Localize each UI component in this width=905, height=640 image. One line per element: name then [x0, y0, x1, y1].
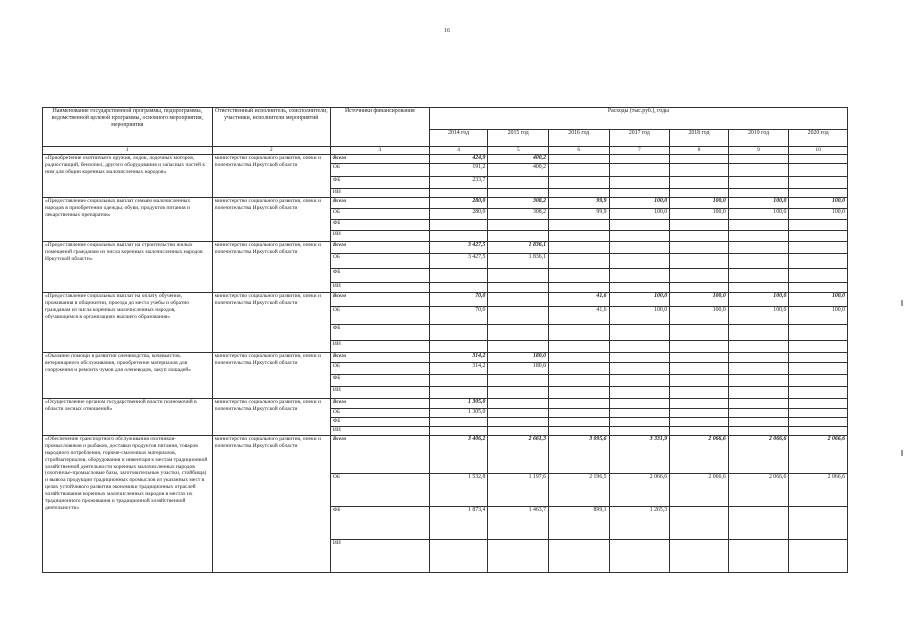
amount-cell — [670, 387, 729, 399]
amount-cell — [789, 353, 848, 363]
amount-cell — [728, 409, 789, 418]
funding-source: ИИ — [330, 189, 429, 198]
header-executor: Ответственный исполнитель, соисполнители, участники, исполнители мероприятий — [212, 108, 330, 147]
amount-cell: 100,0 — [728, 198, 789, 209]
amount-cell — [789, 540, 848, 573]
amount-cell — [728, 507, 789, 540]
amount-cell — [728, 269, 789, 283]
header-year: 2019 год — [728, 130, 789, 147]
executor: министерство социального развития, опеки и попечительства Иркутской области — [212, 353, 330, 399]
column-number: 7 — [609, 147, 670, 155]
amount-cell — [789, 231, 848, 242]
funding-source: ИИ — [330, 540, 429, 573]
table-row — [43, 436, 848, 474]
table-row — [43, 155, 848, 164]
amount-cell: 3 331,9 — [609, 436, 670, 474]
amount-cell — [488, 293, 549, 307]
amount-cell — [488, 418, 549, 427]
amount-cell: 191,2 — [429, 164, 488, 177]
amount-cell — [548, 220, 609, 231]
amount-cell — [488, 177, 549, 189]
amount-cell — [429, 220, 488, 231]
amount-cell — [670, 164, 729, 177]
amount-cell — [488, 387, 549, 399]
amount-cell: 99,9 — [548, 209, 609, 220]
amount-cell — [728, 399, 789, 409]
amount-cell — [728, 189, 789, 198]
header-year: 2015 год — [488, 130, 549, 147]
amount-cell — [728, 418, 789, 427]
amount-cell: 2 066,6 — [789, 436, 848, 474]
amount-cell — [728, 427, 789, 436]
funding-source: ФБ — [330, 325, 429, 341]
executor: министерство социального развития, опеки и попечительства Иркутской области — [212, 242, 330, 293]
activity-name: «Обеспечение транспортного обслуживания охотников-промысловиков и рыбаков, доставки продуктов питания, товаров народного потребления, горюче-смазочных материалов, стройматериалов, оборудования и инвентаря к местам традиционной хозяйственной деятельности коренных малочисленных народов (охотничье-промысловые базы, заготовительные участки, стойбища) и вывоза продукции традиционных промыслов из указанных мест в целях устойчивого развития экономики традиционных отраслей хозяйствования коренных малочисленных народов в местах их традиционного проживания и традиционной хозяйственной деятельности» — [43, 436, 213, 573]
amount-cell: 2 196,5 — [548, 474, 609, 507]
amount-cell: 2 066,6 — [728, 436, 789, 474]
amount-cell — [488, 220, 549, 231]
scan-mark — [901, 300, 903, 306]
amount-cell — [728, 220, 789, 231]
amount-cell — [728, 387, 789, 399]
amount-cell: 1 873,4 — [429, 507, 488, 540]
amount-cell: 100,0 — [609, 293, 670, 307]
amount-cell: 1 836,1 — [488, 254, 549, 269]
amount-cell — [548, 254, 609, 269]
funding-source: Всего — [330, 155, 429, 164]
amount-cell — [728, 540, 789, 573]
column-number: 3 — [330, 147, 429, 155]
amount-cell — [728, 325, 789, 341]
amount-cell — [548, 155, 609, 164]
amount-cell — [789, 363, 848, 375]
amount-cell — [429, 427, 488, 436]
amount-cell — [728, 242, 789, 254]
funding-source: Всего — [330, 293, 429, 307]
amount-cell — [670, 254, 729, 269]
amount-cell: 70,0 — [429, 307, 488, 325]
amount-cell — [789, 507, 848, 540]
funding-source: ИИ — [330, 283, 429, 293]
amount-cell: 100,0 — [609, 209, 670, 220]
amount-cell: 1 532,8 — [429, 474, 488, 507]
amount-cell: 1 305,0 — [429, 399, 488, 409]
amount-cell — [728, 363, 789, 375]
amount-cell — [429, 231, 488, 242]
amount-cell — [548, 387, 609, 399]
amount-cell — [488, 399, 549, 409]
amount-cell — [789, 164, 848, 177]
table-row — [43, 293, 848, 307]
amount-cell — [728, 254, 789, 269]
amount-cell — [670, 540, 729, 573]
funding-source: ФБ — [330, 418, 429, 427]
header-year: 2018 год — [670, 130, 729, 147]
amount-cell — [609, 269, 670, 283]
amount-cell — [670, 155, 729, 164]
amount-cell: 233,7 — [429, 177, 488, 189]
amount-cell: 100,0 — [789, 307, 848, 325]
amount-cell — [609, 164, 670, 177]
amount-cell — [488, 307, 549, 325]
amount-cell — [789, 283, 848, 293]
amount-cell — [429, 341, 488, 353]
amount-cell — [488, 540, 549, 573]
amount-cell — [609, 177, 670, 189]
amount-cell: 314,2 — [429, 353, 488, 363]
executor: министерство социального развития, опеки и попечительства Иркутской области — [212, 399, 330, 436]
funding-source: Всего — [330, 436, 429, 474]
executor: министерство социального развития, опеки и попечительства Иркутской области — [212, 155, 330, 198]
amount-cell — [429, 540, 488, 573]
amount-cell: 899,1 — [548, 507, 609, 540]
amount-cell — [488, 341, 549, 353]
funding-source: Всего — [330, 353, 429, 363]
amount-cell: 100,0 — [670, 209, 729, 220]
amount-cell: 2 066,6 — [670, 474, 729, 507]
amount-cell — [789, 418, 848, 427]
amount-cell — [609, 341, 670, 353]
amount-cell — [670, 353, 729, 363]
funding-source: ОБ — [330, 164, 429, 177]
amount-cell — [670, 363, 729, 375]
amount-cell: 180,0 — [488, 363, 549, 375]
amount-cell — [548, 177, 609, 189]
executor: министерство социального развития, опеки и попечительства Иркутской области — [212, 436, 330, 573]
amount-cell — [670, 325, 729, 341]
amount-cell — [429, 325, 488, 341]
amount-cell — [488, 283, 549, 293]
header-year: 2020 год — [789, 130, 848, 147]
amount-cell — [548, 325, 609, 341]
amount-cell: 2 066,6 — [609, 474, 670, 507]
funding-source: ОБ — [330, 474, 429, 507]
funding-source: ОБ — [330, 254, 429, 269]
amount-cell: 3 427,5 — [429, 242, 488, 254]
amount-cell: 308,2 — [488, 209, 549, 220]
executor: министерство социального развития, опеки и попечительства Иркутской области — [212, 198, 330, 242]
amount-cell — [548, 341, 609, 353]
amount-cell — [789, 220, 848, 231]
executor: министерство социального развития, опеки и попечительства Иркутской области — [212, 293, 330, 353]
amount-cell: 2 066,6 — [728, 474, 789, 507]
column-number: 10 — [789, 147, 848, 155]
amount-cell — [728, 177, 789, 189]
amount-cell: 400,2 — [488, 155, 549, 164]
amount-cell — [609, 353, 670, 363]
amount-cell: 308,2 — [488, 198, 549, 209]
amount-cell — [609, 375, 670, 387]
funding-source: ИИ — [330, 427, 429, 436]
amount-cell — [670, 189, 729, 198]
amount-cell: 1 463,7 — [488, 507, 549, 540]
amount-cell — [670, 427, 729, 436]
amount-cell — [429, 375, 488, 387]
amount-cell — [548, 269, 609, 283]
amount-cell — [728, 341, 789, 353]
funding-source: ОБ — [330, 307, 429, 325]
header-name: Наименование государственной программы, подпрограммы, ведомственной целевой программы, основного мероприятия, мероприятия — [43, 108, 213, 147]
page-number: 16 — [444, 28, 450, 34]
amount-cell — [429, 189, 488, 198]
amount-cell — [548, 427, 609, 436]
amount-cell — [548, 409, 609, 418]
amount-cell: 2 661,3 — [488, 436, 549, 474]
amount-cell — [789, 375, 848, 387]
amount-cell — [670, 269, 729, 283]
amount-cell — [548, 231, 609, 242]
amount-cell — [488, 269, 549, 283]
amount-cell: 280,0 — [429, 209, 488, 220]
amount-cell — [609, 283, 670, 293]
amount-cell: 400,2 — [488, 164, 549, 177]
amount-cell — [609, 409, 670, 418]
column-number: 1 — [43, 147, 213, 155]
funding-source: ИИ — [330, 231, 429, 242]
amount-cell — [548, 418, 609, 427]
funding-source: ФБ — [330, 507, 429, 540]
amount-cell: 280,0 — [429, 198, 488, 209]
financing-table — [42, 107, 848, 573]
funding-source: Всего — [330, 242, 429, 254]
amount-cell — [609, 189, 670, 198]
header-source: Источники финансирования — [330, 108, 429, 147]
funding-source: ОБ — [330, 363, 429, 375]
amount-cell: 2 066,6 — [789, 474, 848, 507]
column-number: 8 — [670, 147, 729, 155]
amount-cell: 41,6 — [548, 307, 609, 325]
column-number: 5 — [488, 147, 549, 155]
amount-cell — [609, 231, 670, 242]
activity-name: «Предоставление социальных выплат семьям малочисленных народов в приобретении одежды, обуви, продуктов питания и лекарственных препаратов» — [43, 198, 213, 242]
table-row — [43, 242, 848, 254]
amount-cell: 100,0 — [728, 209, 789, 220]
column-number: 9 — [728, 147, 789, 155]
column-number: 6 — [548, 147, 609, 155]
amount-cell — [728, 375, 789, 387]
amount-cell — [488, 231, 549, 242]
amount-cell — [789, 254, 848, 269]
amount-cell — [548, 399, 609, 409]
amount-cell — [488, 409, 549, 418]
amount-cell — [548, 242, 609, 254]
amount-cell — [609, 254, 670, 269]
amount-cell: 100,0 — [670, 198, 729, 209]
amount-cell — [789, 189, 848, 198]
amount-cell: 1 197,6 — [488, 474, 549, 507]
activity-name: «Оказание помощи в развитии оленеводства, кочевьястов, ветеринарного обслуживания, приобретение материалов для сооружения и ремонта чумов для оленеводов, закуп лошадей» — [43, 353, 213, 399]
amount-cell: 100,0 — [728, 307, 789, 325]
amount-cell — [670, 220, 729, 231]
scan-mark — [901, 450, 903, 456]
amount-cell: 70,0 — [429, 293, 488, 307]
header-year: 2016 год — [548, 130, 609, 147]
amount-cell — [670, 399, 729, 409]
amount-cell: 100,0 — [728, 293, 789, 307]
amount-cell — [609, 242, 670, 254]
amount-cell — [670, 341, 729, 353]
amount-cell — [429, 418, 488, 427]
amount-cell — [609, 220, 670, 231]
amount-cell — [670, 375, 729, 387]
funding-source: Всего — [330, 399, 429, 409]
amount-cell — [789, 177, 848, 189]
amount-cell — [548, 363, 609, 375]
amount-cell: 99,9 — [548, 198, 609, 209]
table-row — [43, 198, 848, 209]
amount-cell — [429, 387, 488, 399]
amount-cell — [670, 242, 729, 254]
amount-cell — [429, 283, 488, 293]
amount-cell: 3 406,2 — [429, 436, 488, 474]
amount-cell: 1 265,3 — [609, 507, 670, 540]
amount-cell — [609, 363, 670, 375]
amount-cell — [609, 325, 670, 341]
funding-source: ФБ — [330, 177, 429, 189]
amount-cell: 1 836,1 — [488, 242, 549, 254]
column-number: 4 — [429, 147, 488, 155]
amount-cell — [429, 269, 488, 283]
header-expenses: Расходы (тыс.руб.), годы — [429, 108, 847, 130]
amount-cell — [609, 427, 670, 436]
funding-source: ФБ — [330, 375, 429, 387]
amount-cell — [789, 387, 848, 399]
amount-cell: 100,0 — [609, 307, 670, 325]
amount-cell — [789, 269, 848, 283]
amount-cell — [609, 418, 670, 427]
amount-cell: 3 427,5 — [429, 254, 488, 269]
header-year: 2014 год — [429, 130, 488, 147]
amount-cell — [728, 231, 789, 242]
amount-cell: 2 066,6 — [670, 436, 729, 474]
amount-cell: 100,0 — [670, 307, 729, 325]
amount-cell — [789, 409, 848, 418]
amount-cell: 100,0 — [789, 209, 848, 220]
amount-cell: 100,0 — [789, 198, 848, 209]
amount-cell — [548, 164, 609, 177]
amount-cell: 1 305,0 — [429, 409, 488, 418]
activity-name: «Осуществление органом государственной власти полномочий в области лесных отношений» — [43, 399, 213, 436]
column-number: 2 — [212, 147, 330, 155]
amount-cell — [728, 155, 789, 164]
amount-cell — [609, 540, 670, 573]
amount-cell — [728, 164, 789, 177]
amount-cell — [488, 427, 549, 436]
amount-cell — [609, 387, 670, 399]
table-row — [43, 399, 848, 409]
amount-cell — [548, 283, 609, 293]
funding-source: ИИ — [330, 341, 429, 353]
amount-cell — [670, 409, 729, 418]
amount-cell — [670, 231, 729, 242]
amount-cell — [548, 540, 609, 573]
amount-cell: 100,0 — [609, 198, 670, 209]
amount-cell — [609, 155, 670, 164]
funding-source: ФБ — [330, 220, 429, 231]
amount-cell: 41,6 — [548, 293, 609, 307]
funding-source: Всего — [330, 198, 429, 209]
header-year: 2017 год — [609, 130, 670, 147]
amount-cell — [670, 283, 729, 293]
funding-source: ОБ — [330, 409, 429, 418]
amount-cell — [488, 189, 549, 198]
funding-source: ИИ — [330, 387, 429, 399]
amount-cell — [548, 375, 609, 387]
amount-cell — [548, 189, 609, 198]
amount-cell — [789, 399, 848, 409]
activity-name: «Приобретение охотничьего оружия, лодок, лодочных моторов, радиостанций, бензопил, другого оборудования и запасных частей к ним для общин коренных малочисленных народов» — [43, 155, 213, 198]
amount-cell — [670, 177, 729, 189]
amount-cell — [728, 283, 789, 293]
amount-cell — [789, 155, 848, 164]
amount-cell: 100,0 — [670, 293, 729, 307]
funding-source: ФБ — [330, 269, 429, 283]
amount-cell: 424,9 — [429, 155, 488, 164]
amount-cell — [728, 353, 789, 363]
amount-cell — [488, 375, 549, 387]
amount-cell — [789, 341, 848, 353]
funding-source: ОБ — [330, 209, 429, 220]
amount-cell: 314,2 — [429, 363, 488, 375]
amount-cell — [670, 507, 729, 540]
amount-cell — [670, 418, 729, 427]
table-row — [43, 353, 848, 363]
amount-cell — [609, 399, 670, 409]
activity-name: «Предоставление социальных выплат на оплату обучения, проживания в общежитии, проезда до места учебы и обратно гражданам из числа коренных малочисленных народов, обучающимся в организациях высшего образования» — [43, 293, 213, 353]
amount-cell — [548, 353, 609, 363]
amount-cell — [488, 325, 549, 341]
amount-cell: 180,0 — [488, 353, 549, 363]
activity-name: «Предоставление социальных выплат на строительство жилых помещений гражданам из числа коренных малочисленных народов Иркутской области» — [43, 242, 213, 293]
amount-cell: 3 095,6 — [548, 436, 609, 474]
amount-cell — [789, 242, 848, 254]
amount-cell — [789, 325, 848, 341]
amount-cell — [789, 427, 848, 436]
amount-cell: 100,0 — [789, 293, 848, 307]
